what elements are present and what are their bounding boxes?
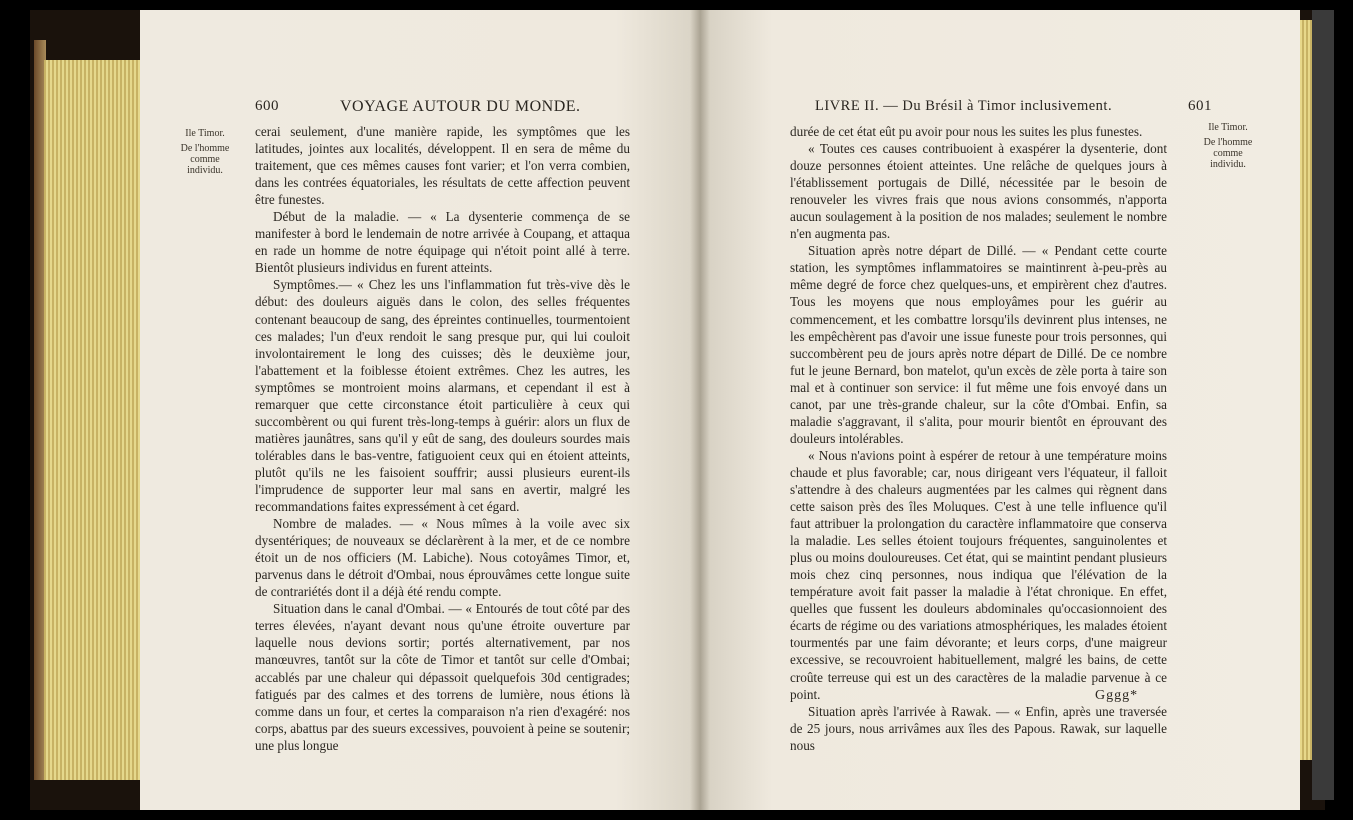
page-edges-left: [44, 60, 144, 780]
page-number-left: 600: [255, 98, 279, 114]
margin-note-line: Ile Timor.: [1208, 122, 1248, 133]
margin-note-line: Ile Timor.: [185, 128, 225, 139]
paragraph: « Nous n'avions point à espérer de retour à une température moins chaude et plus favorable; car, nous dirigeant vers l'équateur, il falloit s'attendre à des chaleurs augmentées par les calmes qui règnent dans cette saison près des îles Moluques. C'est à une telle influence qu'il faut attribuer la prolongation du caractère inflammatoire que conserva la maladie. Les selles étoient toujours fréquentes, sanguinolentes et plus ou moins douloureuses. Cet état, qui se maintint pendant plusieurs mois chez cinq personnes, nous indiqua que l'élévation de la température avoit fait passer la maladie à l'état chronique. En effet, quelles que fussent les douleurs abdominales qu'occasionnoient des écarts de régime ou des variations atmosphériques, les malades étoient tourmentés par une faim dévorante; et leurs corps, d'une maigreur excessive, se recouvroient habituellement, malgré les bains, de cette croûte terreuse qui est un des caractères de la maladie parvenue à ce point.: [790, 447, 1167, 702]
paragraph: Symptômes.— « Chez les uns l'inflammation fut très-vive dès le début: des douleurs aiguës dans le colon, des selles fréquentes contenant beaucoup de sang, des épreintes continuelles, tourmentoient ces malades; l'un d'eux rendoit le sang presque pur, qui lui couloit involontairement le long des cuisses; dès le deuxième jour, l'abattement et la foiblesse étoient extrêmes. Chez les autres, les symptômes se montroient moins alarmans, et cependant il est à remarquer que cette circonstance étoit particulière à ceux qui succombèrent ou qui furent très-long-temps à guérir: alors un flux de matières jaunâtres, sans qu'il y eût de sang, des douleurs sourdes mais tolérables dans le bas-ventre, fatiguoient ceux qui en étoient atteints, plutôt qu'ils ne les faisoient souffrir; aussi plusieurs eurent-ils l'imprudence de supporter leur mal sans en avertir, malgré les recommandations faites expressément à cet égard.: [255, 277, 630, 515]
left-page: [140, 10, 700, 810]
running-head-left: VOYAGE AUTOUR DU MONDE.: [340, 98, 581, 115]
page-edges-right: [1298, 20, 1312, 760]
running-head-right: LIVRE II. — Du Brésil à Timor inclusivement.: [815, 98, 1113, 114]
margin-note-line: comme: [1213, 148, 1243, 159]
signature-mark: Gggg*: [1095, 688, 1139, 703]
right-page: [700, 10, 1300, 810]
paragraph: Situation dans le canal d'Ombai. — « Entourés de tout côté par des terres élevées, n'ayant devant nous qu'une étroite ouverture par laquelle nous devions sortir; portés alternativement, par nos manœuvres, tantôt sur la côte de Timor et tantôt sur celle d'Ombai; accablés par une chaleur qui dépassoit quelquefois 30d centigrades; fatigués par des calmes et des torrens de lumière, nous étions là comme dans un four, et certes la comparaison n'a rien d'exagéré: nos corps, abattus par des sueurs excessives, pouvoient à peine se soutenir; une plus longue: [255, 601, 630, 753]
book-gutter: [690, 10, 710, 810]
margin-note-line: individu.: [187, 165, 223, 176]
margin-note-line: De l'homme: [180, 143, 230, 154]
page-number-right: 601: [1188, 98, 1212, 114]
paragraph: « Toutes ces causes contribuoient à exaspérer la dysenterie, dont douze personnes étoient atteintes. Une relâche de quelques jours à l'établissement portugais de Dillé, nécessitée par le besoin de renouveler les vivres frais que nous avions consommés, n'apporta aucun soulagement à la position de nos malades; seulement le nombre n'en augmenta pas.: [790, 141, 1167, 242]
right-page-text: [790, 123, 1167, 754]
book-cover-right: [1312, 10, 1334, 800]
paragraph: durée de cet état eût pu avoir pour nous les suites les plus funestes.: [790, 124, 1143, 139]
paragraph: cerai seulement, d'une manière rapide, les symptômes que les latitudes, jointes aux localités, développent. Il en sera de même du traitement, que ces mêmes causes font varier; et l'on verra combien, dans les contrées équatoriales, les résultats de cette affection peuvent être funestes.: [255, 124, 630, 208]
margin-note-line: individu.: [1210, 159, 1246, 170]
paragraph: Situation après l'arrivée à Rawak. — « Enfin, après une traversée de 25 jours, nous arrivâmes aux îles des Papous. Rawak, sur laquelle nous: [790, 703, 1167, 753]
paragraph: Début de la maladie. — « La dysenterie commença de se manifester à bord le lendemain de notre arrivée à Coupang, et attaqua en rade un homme de notre équipage qui n'étoit point allé à terre. Bientôt plusieurs individus en furent atteints.: [255, 209, 630, 276]
margin-note-line: comme: [190, 154, 220, 165]
left-page-text: [255, 123, 630, 754]
paragraph: Situation après notre départ de Dillé. — « Pendant cette courte station, les symptômes inflammatoires se maintinrent à-peu-près au même degré de force chez quelques-uns, et empirèrent chez d'autres. Tous les moyens que nous employâmes pour les guérir au commencement, et les combattre lorsqu'ils devinrent plus intenses, ne les empêchèrent pas d'avoir une issue funeste pour trois personnes, qui succombèrent peu de jours après notre départ de Dillé. De ce nombre fut le jeune Bernard, bon matelot, qu'un excès de zèle porta à taire son mal et à continuer son service: il fut même une fois envoyé dans un canot, par une très-grande chaleur, sur la côte d'Ombai. Enfin, sa maladie s'aggravant, il s'alita, pour mourir bientôt en éprouvant des douleurs intolérables.: [790, 243, 1167, 446]
margin-note-line: De l'homme: [1203, 137, 1253, 148]
paragraph: Nombre de malades. — « Nous mîmes à la voile avec six dysentériques; de nouveaux se déclarèrent à la mer, et de ce nombre étoit un de nos officiers (M. Labiche). Nous cotoyâmes Timor, et, parvenus dans le détroit d'Ombai, nous éprouvâmes cette longue suite de contrariétés dont il a déjà été rendu compte.: [255, 516, 630, 600]
margin-note-left: [160, 128, 250, 176]
margin-note-right: [1178, 122, 1278, 170]
